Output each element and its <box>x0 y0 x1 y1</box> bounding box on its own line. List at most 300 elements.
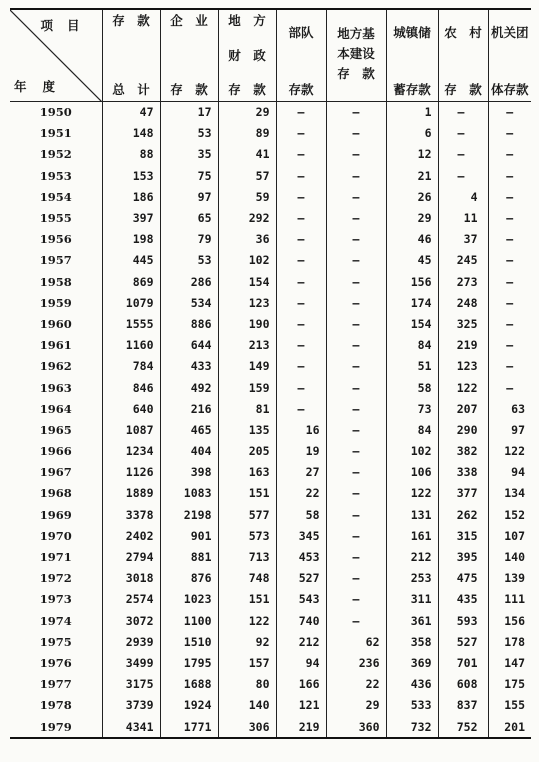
cell-enterprise: 901 <box>160 525 218 546</box>
cell-institutions: 152 <box>488 504 531 525</box>
cell-local-construction: – <box>326 271 386 292</box>
cell-institutions: – <box>488 250 531 271</box>
cell-enterprise: 886 <box>160 313 218 334</box>
cell-army: 16 <box>276 419 326 440</box>
cell-institutions: 147 <box>488 652 531 673</box>
cell-local-construction: – <box>326 504 386 525</box>
cell-rural: – <box>438 123 488 144</box>
table-row <box>10 377 531 398</box>
cell-year: 1965 <box>10 419 102 440</box>
cell-total: 2939 <box>102 631 160 652</box>
cell-urban-savings: 369 <box>386 652 438 673</box>
cell-enterprise: 534 <box>160 292 218 313</box>
cell-rural: 262 <box>438 504 488 525</box>
cell-urban-savings: 122 <box>386 483 438 504</box>
cell-urban-savings: 174 <box>386 292 438 313</box>
cell-rural: 37 <box>438 229 488 250</box>
table-row <box>10 695 531 716</box>
cell-total: 445 <box>102 250 160 271</box>
cell-urban-savings: 45 <box>386 250 438 271</box>
cell-year: 1976 <box>10 652 102 673</box>
cell-local-finance: 306 <box>218 716 276 738</box>
table-header <box>10 9 531 101</box>
header-local-finance: 地 方 财 政 存 款 <box>218 9 276 101</box>
cell-rural: – <box>438 144 488 165</box>
cell-total: 88 <box>102 144 160 165</box>
cell-total: 397 <box>102 207 160 228</box>
table-row <box>10 589 531 610</box>
cell-army: – <box>276 123 326 144</box>
cell-total: 2794 <box>102 546 160 567</box>
cell-army: – <box>276 144 326 165</box>
cell-institutions: 139 <box>488 568 531 589</box>
cell-enterprise: 1688 <box>160 674 218 695</box>
cell-local-finance: 59 <box>218 186 276 207</box>
cell-army: – <box>276 165 326 186</box>
table-row <box>10 186 531 207</box>
cell-army: 453 <box>276 546 326 567</box>
header-enterprise: 企 业 存 款 <box>160 9 218 101</box>
cell-local-construction: – <box>326 568 386 589</box>
cell-local-construction: 360 <box>326 716 386 738</box>
cell-institutions: – <box>488 186 531 207</box>
cell-local-construction: – <box>326 546 386 567</box>
cell-local-construction: 29 <box>326 695 386 716</box>
table-row <box>10 610 531 631</box>
cell-army: – <box>276 250 326 271</box>
cell-local-construction: 22 <box>326 674 386 695</box>
table-row <box>10 271 531 292</box>
cell-total: 1160 <box>102 335 160 356</box>
cell-local-finance: 102 <box>218 250 276 271</box>
cell-institutions: 107 <box>488 525 531 546</box>
cell-rural: 325 <box>438 313 488 334</box>
cell-rural: 435 <box>438 589 488 610</box>
cell-local-construction: – <box>326 335 386 356</box>
cell-urban-savings: 154 <box>386 313 438 334</box>
cell-army: – <box>276 313 326 334</box>
cell-urban-savings: 436 <box>386 674 438 695</box>
cell-total: 3018 <box>102 568 160 589</box>
cell-urban-savings: 253 <box>386 568 438 589</box>
table-row <box>10 356 531 377</box>
cell-rural: 219 <box>438 335 488 356</box>
cell-total: 1087 <box>102 419 160 440</box>
cell-year: 1967 <box>10 462 102 483</box>
table-row <box>10 144 531 165</box>
cell-local-construction: – <box>326 165 386 186</box>
cell-institutions: – <box>488 335 531 356</box>
header-army: 部队 存款 <box>276 9 326 101</box>
cell-rural: 123 <box>438 356 488 377</box>
cell-local-finance: 151 <box>218 483 276 504</box>
cell-local-construction: – <box>326 292 386 313</box>
table-row <box>10 546 531 567</box>
cell-urban-savings: 21 <box>386 165 438 186</box>
cell-enterprise: 404 <box>160 441 218 462</box>
header-total: 存 款 总 计 <box>102 9 160 101</box>
cell-local-construction: – <box>326 123 386 144</box>
cell-year: 1957 <box>10 250 102 271</box>
table-row <box>10 292 531 313</box>
deposit-table-container <box>10 8 531 739</box>
cell-local-finance: 57 <box>218 165 276 186</box>
cell-army: – <box>276 186 326 207</box>
cell-urban-savings: 361 <box>386 610 438 631</box>
cell-local-construction: 62 <box>326 631 386 652</box>
cell-local-finance: 135 <box>218 419 276 440</box>
cell-urban-savings: 58 <box>386 377 438 398</box>
table-row <box>10 101 531 123</box>
cell-institutions: 156 <box>488 610 531 631</box>
cell-enterprise: 1083 <box>160 483 218 504</box>
table-row <box>10 674 531 695</box>
cell-army: 219 <box>276 716 326 738</box>
cell-enterprise: 286 <box>160 271 218 292</box>
cell-year: 1950 <box>10 101 102 123</box>
cell-year: 1968 <box>10 483 102 504</box>
cell-enterprise: 1795 <box>160 652 218 673</box>
cell-rural: 11 <box>438 207 488 228</box>
cell-total: 1555 <box>102 313 160 334</box>
header-urban-savings: 城镇储 蓄存款 <box>386 9 438 101</box>
cell-enterprise: 398 <box>160 462 218 483</box>
cell-local-construction: – <box>326 462 386 483</box>
cell-enterprise: 492 <box>160 377 218 398</box>
table-row <box>10 525 531 546</box>
cell-local-finance: 81 <box>218 398 276 419</box>
table-row <box>10 568 531 589</box>
cell-local-finance: 577 <box>218 504 276 525</box>
cell-rural: – <box>438 101 488 123</box>
cell-local-construction: – <box>326 101 386 123</box>
cell-local-finance: 80 <box>218 674 276 695</box>
cell-total: 3072 <box>102 610 160 631</box>
cell-rural: 608 <box>438 674 488 695</box>
cell-year: 1962 <box>10 356 102 377</box>
cell-year: 1966 <box>10 441 102 462</box>
cell-army: 94 <box>276 652 326 673</box>
cell-year: 1964 <box>10 398 102 419</box>
cell-army: 212 <box>276 631 326 652</box>
cell-army: 19 <box>276 441 326 462</box>
cell-total: 640 <box>102 398 160 419</box>
cell-local-finance: 122 <box>218 610 276 631</box>
cell-total: 1889 <box>102 483 160 504</box>
cell-rural: 701 <box>438 652 488 673</box>
cell-institutions: 94 <box>488 462 531 483</box>
table-row <box>10 504 531 525</box>
cell-rural: 273 <box>438 271 488 292</box>
cell-local-construction: – <box>326 144 386 165</box>
cell-local-construction: – <box>326 610 386 631</box>
cell-institutions: – <box>488 229 531 250</box>
table-row <box>10 716 531 738</box>
cell-enterprise: 644 <box>160 335 218 356</box>
cell-institutions: 140 <box>488 546 531 567</box>
cell-year: 1958 <box>10 271 102 292</box>
cell-local-finance: 157 <box>218 652 276 673</box>
cell-urban-savings: 156 <box>386 271 438 292</box>
cell-army: – <box>276 292 326 313</box>
cell-army: 22 <box>276 483 326 504</box>
cell-local-construction: – <box>326 398 386 419</box>
cell-urban-savings: 84 <box>386 335 438 356</box>
cell-year: 1978 <box>10 695 102 716</box>
cell-local-finance: 713 <box>218 546 276 567</box>
cell-army: – <box>276 207 326 228</box>
cell-local-construction: – <box>326 483 386 504</box>
cell-local-finance: 159 <box>218 377 276 398</box>
cell-urban-savings: 51 <box>386 356 438 377</box>
cell-institutions: – <box>488 377 531 398</box>
cell-enterprise: 35 <box>160 144 218 165</box>
cell-rural: 245 <box>438 250 488 271</box>
cell-army: – <box>276 101 326 123</box>
cell-institutions: 134 <box>488 483 531 504</box>
cell-rural: 382 <box>438 441 488 462</box>
cell-rural: 290 <box>438 419 488 440</box>
cell-institutions: 178 <box>488 631 531 652</box>
cell-total: 4341 <box>102 716 160 738</box>
cell-rural: 248 <box>438 292 488 313</box>
table-row <box>10 419 531 440</box>
cell-local-construction: – <box>326 229 386 250</box>
cell-army: 740 <box>276 610 326 631</box>
cell-institutions: – <box>488 292 531 313</box>
cell-enterprise: 75 <box>160 165 218 186</box>
cell-army: 58 <box>276 504 326 525</box>
cell-urban-savings: 106 <box>386 462 438 483</box>
deposit-table <box>10 8 531 739</box>
cell-total: 198 <box>102 229 160 250</box>
cell-army: 543 <box>276 589 326 610</box>
cell-total: 1234 <box>102 441 160 462</box>
cell-urban-savings: 161 <box>386 525 438 546</box>
cell-total: 1079 <box>102 292 160 313</box>
table-row <box>10 123 531 144</box>
cell-enterprise: 465 <box>160 419 218 440</box>
cell-year: 1972 <box>10 568 102 589</box>
cell-institutions: 97 <box>488 419 531 440</box>
cell-institutions: – <box>488 356 531 377</box>
cell-army: 345 <box>276 525 326 546</box>
cell-urban-savings: 102 <box>386 441 438 462</box>
table-row <box>10 207 531 228</box>
cell-local-finance: 149 <box>218 356 276 377</box>
cell-rural: 752 <box>438 716 488 738</box>
header-row <box>10 9 531 101</box>
cell-year: 1951 <box>10 123 102 144</box>
cell-enterprise: 216 <box>160 398 218 419</box>
cell-local-finance: 123 <box>218 292 276 313</box>
table-row <box>10 229 531 250</box>
corner-label-item: 项目 <box>40 18 94 33</box>
table-row <box>10 441 531 462</box>
cell-urban-savings: 131 <box>386 504 438 525</box>
cell-local-construction: – <box>326 250 386 271</box>
cell-enterprise: 876 <box>160 568 218 589</box>
cell-enterprise: 1924 <box>160 695 218 716</box>
corner-header-cell <box>10 9 102 101</box>
table-body <box>10 101 531 738</box>
cell-institutions: 111 <box>488 589 531 610</box>
cell-local-finance: 29 <box>218 101 276 123</box>
cell-rural: 315 <box>438 525 488 546</box>
cell-local-construction: – <box>326 313 386 334</box>
cell-rural: 527 <box>438 631 488 652</box>
cell-urban-savings: 26 <box>386 186 438 207</box>
cell-local-finance: 292 <box>218 207 276 228</box>
cell-local-finance: 573 <box>218 525 276 546</box>
cell-local-finance: 213 <box>218 335 276 356</box>
cell-enterprise: 2198 <box>160 504 218 525</box>
cell-institutions: – <box>488 165 531 186</box>
cell-institutions: – <box>488 271 531 292</box>
cell-enterprise: 97 <box>160 186 218 207</box>
cell-institutions: 201 <box>488 716 531 738</box>
cell-rural: – <box>438 165 488 186</box>
cell-total: 153 <box>102 165 160 186</box>
cell-institutions: – <box>488 101 531 123</box>
cell-local-finance: 190 <box>218 313 276 334</box>
cell-rural: 207 <box>438 398 488 419</box>
cell-local-finance: 89 <box>218 123 276 144</box>
cell-total: 186 <box>102 186 160 207</box>
cell-rural: 593 <box>438 610 488 631</box>
cell-year: 1979 <box>10 716 102 738</box>
cell-local-construction: 236 <box>326 652 386 673</box>
cell-urban-savings: 6 <box>386 123 438 144</box>
cell-army: 27 <box>276 462 326 483</box>
cell-army: – <box>276 356 326 377</box>
cell-enterprise: 65 <box>160 207 218 228</box>
cell-army: – <box>276 377 326 398</box>
cell-year: 1974 <box>10 610 102 631</box>
cell-army: – <box>276 335 326 356</box>
cell-local-construction: – <box>326 589 386 610</box>
cell-urban-savings: 358 <box>386 631 438 652</box>
cell-institutions: – <box>488 313 531 334</box>
cell-army: – <box>276 271 326 292</box>
cell-year: 1971 <box>10 546 102 567</box>
cell-enterprise: 433 <box>160 356 218 377</box>
corner-label-year: 年度 <box>14 78 72 94</box>
cell-urban-savings: 533 <box>386 695 438 716</box>
cell-total: 784 <box>102 356 160 377</box>
cell-institutions: 175 <box>488 674 531 695</box>
table-row <box>10 313 531 334</box>
cell-year: 1977 <box>10 674 102 695</box>
cell-institutions: – <box>488 207 531 228</box>
table-row <box>10 398 531 419</box>
cell-local-finance: 154 <box>218 271 276 292</box>
cell-institutions: – <box>488 144 531 165</box>
cell-year: 1959 <box>10 292 102 313</box>
cell-urban-savings: 73 <box>386 398 438 419</box>
cell-enterprise: 1100 <box>160 610 218 631</box>
cell-total: 869 <box>102 271 160 292</box>
cell-institutions: 63 <box>488 398 531 419</box>
cell-local-construction: – <box>326 525 386 546</box>
cell-rural: 395 <box>438 546 488 567</box>
cell-year: 1952 <box>10 144 102 165</box>
cell-urban-savings: 311 <box>386 589 438 610</box>
cell-local-finance: 36 <box>218 229 276 250</box>
header-institutions: 机关团 体存款 <box>488 9 531 101</box>
cell-rural: 837 <box>438 695 488 716</box>
table-row <box>10 652 531 673</box>
cell-urban-savings: 46 <box>386 229 438 250</box>
cell-year: 1955 <box>10 207 102 228</box>
cell-total: 47 <box>102 101 160 123</box>
cell-army: 527 <box>276 568 326 589</box>
table-row <box>10 462 531 483</box>
table-row <box>10 483 531 504</box>
cell-rural: 338 <box>438 462 488 483</box>
cell-urban-savings: 212 <box>386 546 438 567</box>
cell-year: 1969 <box>10 504 102 525</box>
cell-army: 121 <box>276 695 326 716</box>
cell-rural: 377 <box>438 483 488 504</box>
cell-year: 1973 <box>10 589 102 610</box>
cell-total: 3499 <box>102 652 160 673</box>
cell-local-finance: 92 <box>218 631 276 652</box>
cell-total: 3739 <box>102 695 160 716</box>
cell-enterprise: 1510 <box>160 631 218 652</box>
cell-local-construction: – <box>326 419 386 440</box>
header-local-construction: 地方基 本建设 存 款 <box>326 9 386 101</box>
cell-enterprise: 79 <box>160 229 218 250</box>
cell-total: 2574 <box>102 589 160 610</box>
cell-total: 3175 <box>102 674 160 695</box>
cell-enterprise: 1771 <box>160 716 218 738</box>
cell-local-construction: – <box>326 356 386 377</box>
cell-institutions: 155 <box>488 695 531 716</box>
cell-year: 1970 <box>10 525 102 546</box>
cell-urban-savings: 29 <box>386 207 438 228</box>
cell-year: 1954 <box>10 186 102 207</box>
cell-local-construction: – <box>326 377 386 398</box>
cell-enterprise: 53 <box>160 250 218 271</box>
cell-local-finance: 748 <box>218 568 276 589</box>
cell-army: – <box>276 398 326 419</box>
cell-institutions: – <box>488 123 531 144</box>
table-row <box>10 631 531 652</box>
cell-institutions: 122 <box>488 441 531 462</box>
cell-enterprise: 881 <box>160 546 218 567</box>
cell-year: 1961 <box>10 335 102 356</box>
cell-local-construction: – <box>326 186 386 207</box>
cell-urban-savings: 12 <box>386 144 438 165</box>
cell-year: 1953 <box>10 165 102 186</box>
cell-local-finance: 140 <box>218 695 276 716</box>
cell-local-finance: 163 <box>218 462 276 483</box>
cell-total: 846 <box>102 377 160 398</box>
cell-local-construction: – <box>326 441 386 462</box>
cell-total: 3378 <box>102 504 160 525</box>
cell-year: 1960 <box>10 313 102 334</box>
cell-local-finance: 41 <box>218 144 276 165</box>
cell-enterprise: 1023 <box>160 589 218 610</box>
cell-local-finance: 205 <box>218 441 276 462</box>
cell-local-construction: – <box>326 207 386 228</box>
header-rural: 农 村 存 款 <box>438 9 488 101</box>
cell-enterprise: 53 <box>160 123 218 144</box>
cell-rural: 4 <box>438 186 488 207</box>
cell-rural: 122 <box>438 377 488 398</box>
table-row <box>10 250 531 271</box>
